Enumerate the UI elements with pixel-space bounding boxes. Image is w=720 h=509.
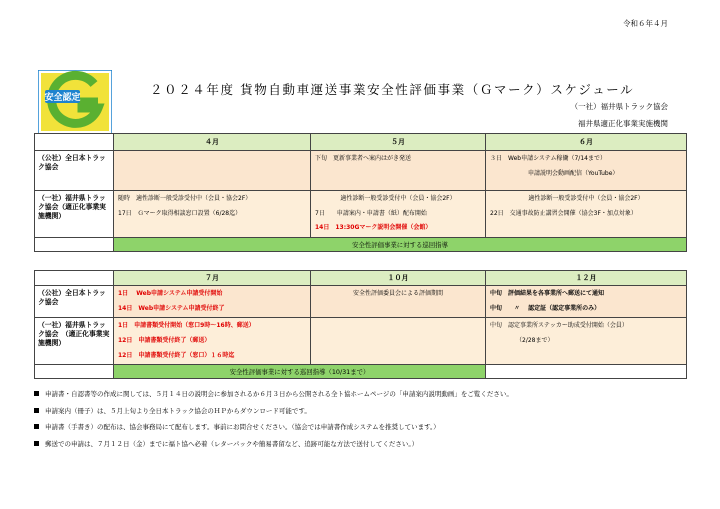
month-header-apr: ４月 — [114, 134, 311, 151]
bullet-icon — [34, 408, 39, 413]
patrol-guidance-bar: 安全性評価事業に対する巡回指導 — [114, 238, 687, 252]
cell-zento-jul — [114, 286, 311, 318]
note-item: 申請書・自認書等の作成に関しては、５月１４日の説明会に参加されるか６月３日から公開される全ト協ホームページの「申請案内説明動画」をご覧ください。 — [34, 386, 513, 403]
schedule-item: 中旬 認定事業所ステッカー助成受付開始（会員） — [490, 322, 628, 329]
notes-list — [34, 386, 513, 452]
organization-name: （一社）福井県トラック協会 — [570, 102, 668, 111]
schedule-item: 中旬 評価結果を各事業所へ郵送にて通知 — [490, 290, 605, 297]
cell-zento-jun — [486, 151, 687, 191]
schedule-table-apr-jun — [34, 133, 687, 252]
month-header-oct: １０月 — [311, 271, 486, 286]
row-label-fukui: （一社）福井県トラック協会 （適正化事業実施機関） — [35, 318, 114, 365]
bar-spacer — [35, 238, 114, 252]
month-header-may: ５月 — [311, 134, 486, 151]
bullet-icon — [34, 441, 39, 446]
cell-zento-may — [311, 151, 486, 191]
schedule-item: 申請説明会動画配信（YouTube） — [528, 170, 619, 177]
schedule-item-highlight: 14日 Web申請システム申請受付終了 — [118, 305, 225, 312]
document-date: 令和６年４月 — [623, 19, 668, 28]
schedule-item-highlight: 12日 申請書類受付終了（郵送） — [118, 337, 211, 344]
svg-text:安全認定: 安全認定 — [44, 93, 81, 103]
note-item: 申請案内（冊子）は、５月上旬より全日本トラック協会のＨＰからダウンロード可能です。 — [34, 403, 513, 420]
month-header-dec: １２月 — [486, 271, 687, 286]
schedule-item: 安全性評価委員会による評価期間 — [352, 290, 443, 297]
schedule-item: 下旬 更新事業者へ案内はがき発送 — [315, 155, 412, 162]
organization-subname: 福井県適正化事業実施機関 — [578, 119, 668, 128]
cell-fukui-jun — [486, 191, 687, 238]
corner-cell — [35, 134, 114, 151]
bar-spacer — [35, 365, 114, 379]
bar-empty-cell — [486, 365, 687, 379]
bullet-icon — [34, 391, 39, 396]
month-header-jun: ６月 — [486, 134, 687, 151]
note-item: 郵送での申請は、７月１２日（金）までに福ト協へ必着（レターパックや簡易書留など、追跡可能な方法で送付してください。） — [34, 436, 513, 453]
cell-fukui-oct — [311, 318, 486, 365]
corner-cell — [35, 271, 114, 286]
cell-fukui-may — [311, 191, 486, 238]
schedule-item: 22日 交通事故防止講習会開催（協会3F・加点対象） — [490, 210, 637, 217]
row-label-zento: （公社）全日本トラック協会 — [35, 151, 114, 191]
row-label-fukui: （一社）福井県トラック協会（適正化事業実施機関） — [35, 191, 114, 238]
cell-zento-oct — [311, 286, 486, 318]
cell-fukui-dec — [486, 318, 687, 365]
schedule-item: 中旬 〃 認定証（認定事業所のみ） — [490, 305, 601, 312]
cell-zento-dec — [486, 286, 687, 318]
schedule-item: 適性診断一般受診受付中（会員・協会2F） — [340, 195, 456, 202]
cell-fukui-apr — [114, 191, 311, 238]
schedule-item: 7日 申請案内・申請書（紙）配布開始 — [315, 210, 427, 217]
schedule-item: 随時 適性診断一般受診受付中（会員・協会2F） — [118, 195, 252, 202]
schedule-item: ３日 Web申請システム稼働（7/14まで） — [490, 155, 606, 162]
schedule-table-jul-dec — [34, 270, 687, 379]
row-label-zento: （公社）全日本トラック協会 — [35, 286, 114, 318]
schedule-item-highlight: 1日 申請書類受付開始（窓口9時～16時、郵送） — [118, 322, 255, 329]
page-title: ２０２４年度 貨物自動車運送事業安全性評価事業（Ｇマーク）スケジュール — [150, 82, 635, 97]
schedule-item-highlight: 1日 Web申請システム申請受付開始 — [118, 290, 223, 297]
note-item: 申請書（手書き）の配布は、協会事務局にて配布します。事前にお問合せください。（協会では申請書作成システムを推奨しています。） — [34, 419, 513, 436]
bullet-icon — [34, 424, 39, 429]
schedule-item-highlight: 14日 13:30Gマーク説明会開催（会館） — [315, 224, 432, 231]
schedule-item: 適性診断一般受診受付中（会員・協会2F） — [528, 195, 644, 202]
cell-zento-apr — [114, 151, 311, 191]
month-header-jul: ７月 — [114, 271, 311, 286]
schedule-item: 17日 Ｇマーク取得相談窓口設置（6/28迄） — [118, 210, 242, 217]
cell-fukui-jul — [114, 318, 311, 365]
schedule-item-highlight: 12日 申請書類受付終了（窓口）１６時迄 — [118, 352, 235, 359]
schedule-item: （2/28まで） — [516, 337, 554, 344]
patrol-guidance-bar: 安全性評価事業に対する巡回指導（10/31まで） — [114, 365, 486, 379]
